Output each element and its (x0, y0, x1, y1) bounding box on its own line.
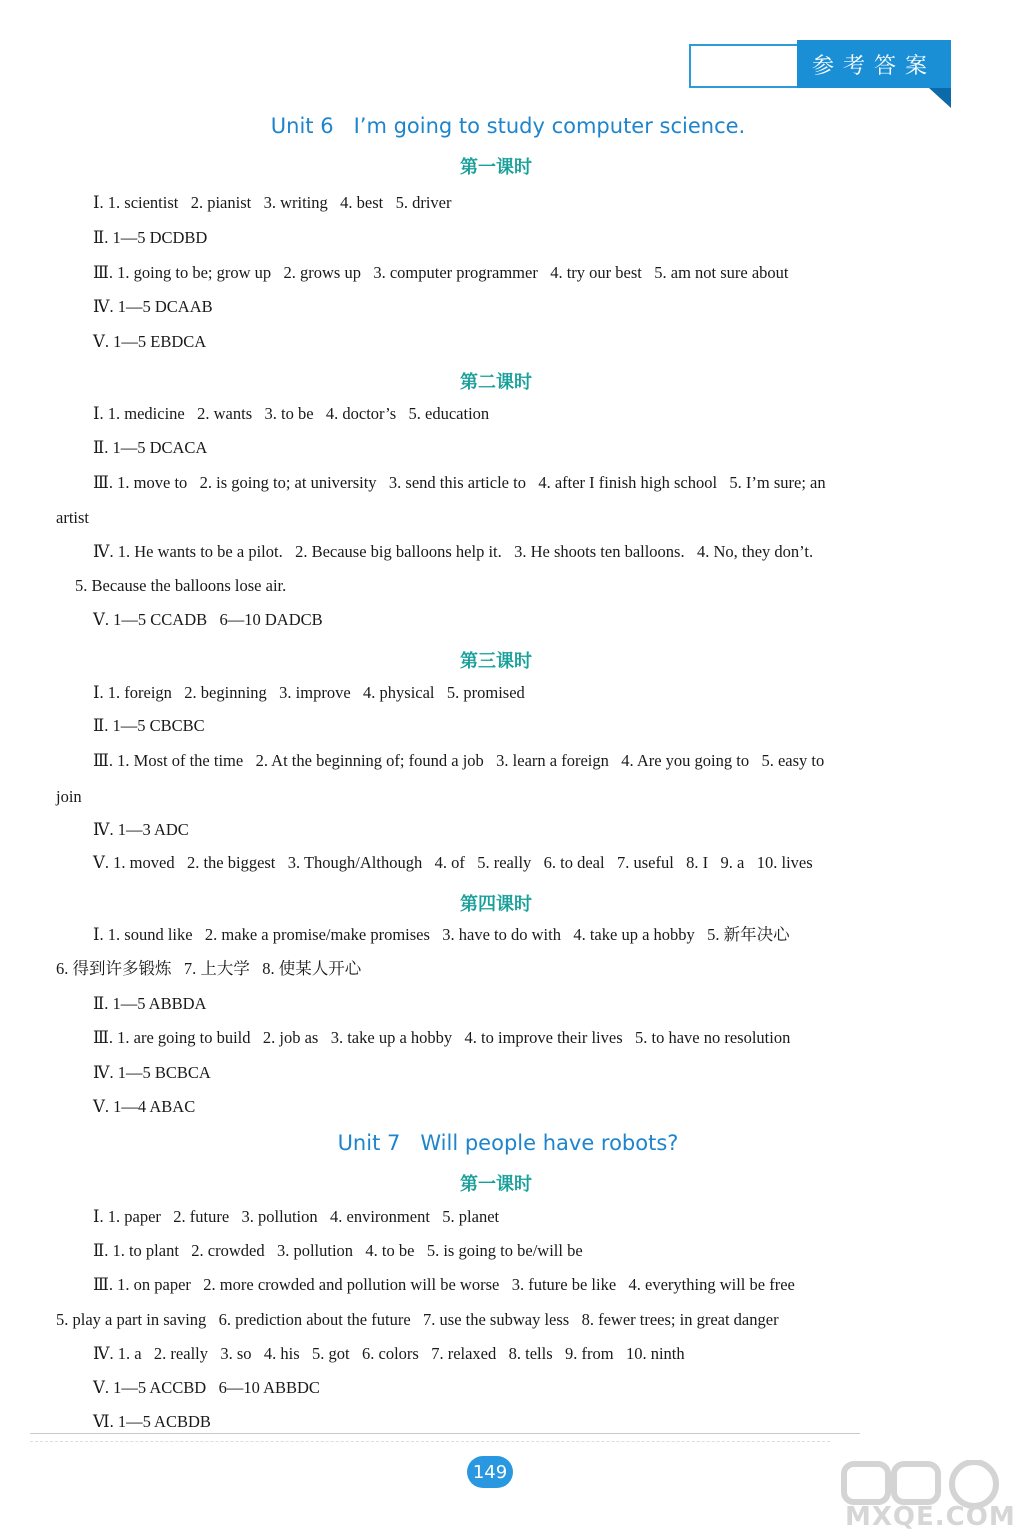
unit-6-title: Unit 6 I’m going to study computer science. (270, 114, 746, 138)
answer-line: Ⅰ. 1. foreign 2. beginning 3. improve 4. physical 5. promised (93, 683, 525, 702)
page-number: 149 (467, 1456, 513, 1488)
answer-line: Ⅱ. 1—5 DCACA (93, 438, 208, 457)
answer-line: Ⅲ. 1. move to 2. is going to; at university 3. send this article to 4. after I finish high school 5. I’m sure; an (93, 473, 826, 492)
answer-line: Ⅴ. 1—5 ACCBD 6—10 ABBDC (93, 1378, 320, 1397)
answer-line-continued: artist (56, 508, 89, 527)
answer-line: Ⅲ. 1. are going to build 2. job as 3. take up a hobby 4. to improve their lives 5. to have no resolution (93, 1028, 791, 1047)
watermark-url: MXQE.COM (845, 1502, 1016, 1532)
answer-line-continued: join (56, 787, 82, 806)
answer-line: Ⅲ. 1. going to be; grow up 2. grows up 3. computer programmer 4. try our best 5. am not sure about (93, 263, 789, 282)
tab-fold-decoration (929, 88, 951, 108)
answer-line: Ⅴ. 1—5 EBDCA (93, 332, 207, 351)
answer-line-continued: 6. 得到许多锻炼 7. 上大学 8. 使某人开心 (56, 959, 362, 978)
lesson-4-heading: 第四课时 (460, 894, 532, 915)
answer-key-label: 参考答案 (797, 40, 951, 88)
unit-7-title: Unit 7 Will people have robots? (337, 1131, 679, 1155)
answer-line: Ⅳ. 1. a 2. really 3. so 4. his 5. got 6. colors 7. relaxed 8. tells 9. from 10. ninth (93, 1344, 685, 1363)
header-tab-box (689, 44, 801, 88)
answer-line-continued: 5. Because the balloons lose air. (75, 576, 287, 595)
answer-line: Ⅳ. 1—5 BCBCA (93, 1063, 211, 1082)
answer-line: Ⅳ. 1—3 ADC (93, 820, 189, 839)
answer-line: Ⅱ. 1—5 ABBDA (93, 994, 207, 1013)
answer-line: Ⅰ. 1. medicine 2. wants 3. to be 4. doctor’s 5. education (93, 404, 490, 423)
answer-line: Ⅳ. 1. He wants to be a pilot. 2. Because big balloons help it. 3. He shoots ten balloons. 4. No, they don’t. (93, 542, 814, 561)
answer-line: Ⅱ. 1. to plant 2. crowded 3. pollution 4. to be 5. is going to be/will be (93, 1241, 583, 1260)
answer-line: Ⅲ. 1. on paper 2. more crowded and pollution will be worse 3. future be like 4. everything will be free (93, 1275, 795, 1294)
answer-line: Ⅱ. 1—5 DCDBD (93, 228, 208, 247)
lesson-2-heading: 第二课时 (460, 372, 532, 393)
answer-line: Ⅲ. 1. Most of the time 2. At the beginning of; found a job 3. learn a foreign 4. Are you going to 5. easy to (93, 751, 825, 770)
footer-divider (30, 1441, 830, 1442)
answer-line: Ⅴ. 1—5 CCADB 6—10 DADCB (93, 610, 323, 629)
answer-line: Ⅰ. 1. paper 2. future 3. pollution 4. environment 5. planet (93, 1207, 500, 1226)
answer-line: Ⅴ. 1—4 ABAC (93, 1097, 196, 1116)
answer-line: Ⅰ. 1. sound like 2. make a promise/make promises 3. have to do with 4. take up a hobby 5. 新年决心 (93, 925, 790, 944)
lesson-3-heading: 第三课时 (460, 651, 532, 672)
lesson-1-heading: 第一课时 (460, 157, 532, 178)
answer-line: Ⅵ. 1—5 ACBDB (93, 1412, 211, 1431)
answer-line: Ⅳ. 1—5 DCAAB (93, 297, 213, 316)
answer-line: Ⅰ. 1. scientist 2. pianist 3. writing 4. best 5. driver (93, 193, 452, 212)
answer-line: Ⅴ. 1. moved 2. the biggest 3. Though/Although 4. of 5. really 6. to deal 7. useful 8. I 9. a 10. lives (93, 853, 813, 872)
footer-divider (30, 1433, 860, 1434)
answer-line-continued: 5. play a part in saving 6. prediction about the future 7. use the subway less 8. fewer trees; in great danger (56, 1310, 779, 1329)
lesson-1-heading: 第一课时 (460, 1174, 532, 1195)
answer-line: Ⅱ. 1—5 CBCBC (93, 716, 205, 735)
